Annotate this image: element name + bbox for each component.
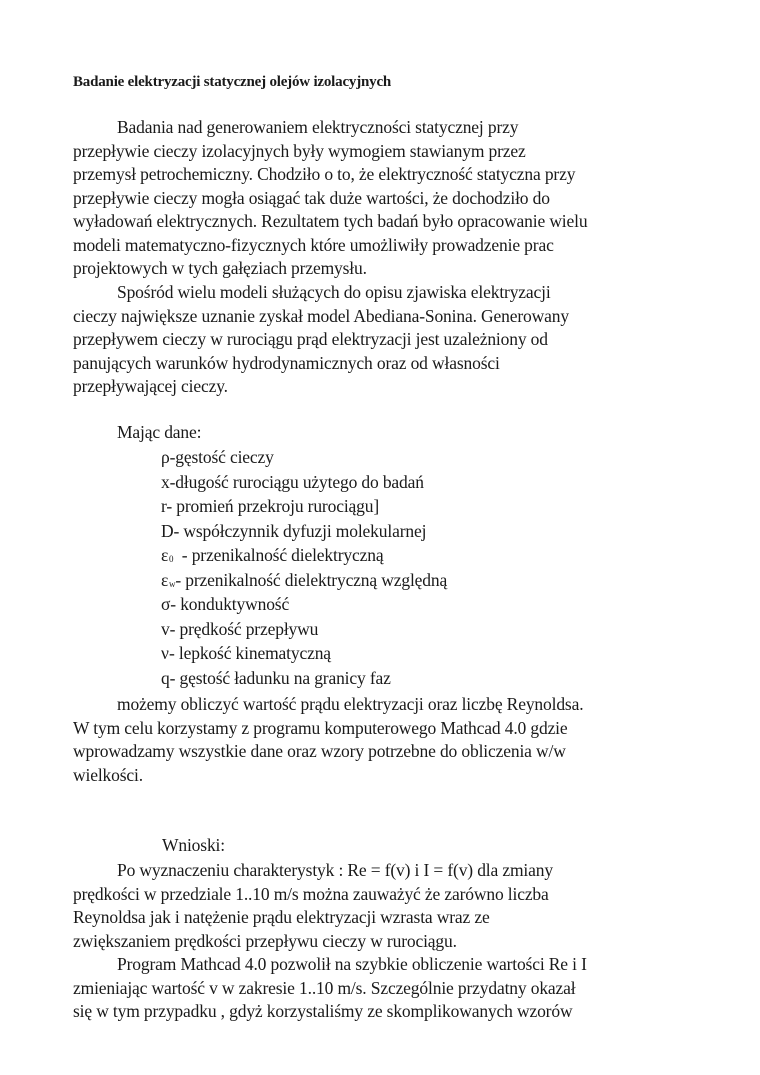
list-item [161, 666, 447, 691]
symbol-rho: ρ [161, 447, 170, 467]
text-line: cieczy największe uznanie zyskał model Abediana-Sonina. Generowany [73, 305, 569, 326]
list-item [161, 445, 447, 470]
text-line: W tym celu korzystamy z programu komputerowego Mathcad 4.0 gdzie [73, 717, 568, 738]
list-item [161, 519, 447, 544]
text-line: Spośród wielu modeli służących do opisu zjawiska elektryzacji [117, 282, 551, 302]
item-text: - przenikalność dielektryczną względną [175, 569, 448, 590]
text-line: Po wyznaczeniu charakterystyk : Re = f(v) i I = f(v) dla zmiany [117, 860, 553, 880]
paragraph-conclusions-1 [73, 859, 713, 953]
symbol-nu: ν [161, 643, 169, 663]
item-text: - lepkość kinematyczną [169, 643, 331, 663]
text-line: Badania nad generowaniem elektryczności statycznej przy [117, 117, 519, 137]
item-text: q- gęstość ładunku na granicy faz [161, 667, 391, 688]
item-text: x-długość rurociągu użytego do badań [161, 471, 424, 492]
given-list [161, 445, 447, 690]
list-item [161, 617, 447, 642]
text-line: prędkości w przedziale 1..10 m/s można zauważyć że zarówno liczba [73, 883, 549, 904]
list-item [161, 641, 447, 666]
symbol-subscript: 0 [169, 554, 174, 564]
list-item [161, 592, 447, 617]
text-line: wyładowań elektrycznych. Rezultatem tych badań było opracowanie wielu [73, 211, 588, 231]
item-text: v- prędkość przepływu [161, 618, 319, 639]
symbol-epsilon: ε [161, 569, 169, 590]
item-text: - przenikalność dielektryczną [173, 545, 384, 565]
text-line: projektowych w tych gałęziach przemysłu. [73, 258, 367, 278]
text-line: zmieniając wartość v w zakresie 1..10 m/s. Szczególnie przydatny okazał [73, 977, 576, 998]
text-line: możemy obliczyć wartość prądu elektryzacji oraz liczbę Reynoldsa. [117, 694, 584, 714]
text-line: się w tym przypadku , gdyż korzystaliśmy ze skomplikowanych wzorów [73, 1001, 573, 1021]
list-item [161, 543, 447, 568]
given-heading [73, 421, 713, 445]
symbol-epsilon: ε [161, 545, 169, 565]
list-item [161, 470, 447, 495]
symbol-subscript: w [169, 578, 176, 589]
paragraph-conclusions-2 [73, 953, 713, 1024]
symbol-sigma: σ [161, 594, 171, 614]
text-line: zwiększaniem prędkości przepływu cieczy w rurociągu. [73, 930, 457, 951]
given-label: Mając dane: [117, 422, 202, 442]
item-text: r- promień przekroju rurociągu] [161, 496, 380, 516]
conclusions-label: Wnioski: [162, 835, 225, 855]
text-line: przepływem cieczy w rurociągu prąd elektryzacji jest uzależniony od [73, 329, 548, 349]
list-item [161, 494, 447, 519]
text-line: Reynoldsa jak i natężenie prądu elektryzacji wzrasta wraz ze [73, 907, 490, 927]
paragraph-intro [73, 116, 713, 281]
text-line: przepływie cieczy mogła osiągać tak duże wartości, że dochodziło do [73, 187, 550, 208]
item-text: - konduktywność [170, 594, 290, 614]
item-text: -gęstość cieczy [169, 447, 274, 467]
text-line: wielkości. [73, 764, 143, 785]
conclusions-heading [73, 834, 713, 858]
paragraph-calc [73, 693, 713, 787]
item-text: D- współczynnik dyfuzji molekularnej [161, 520, 427, 541]
text-line: przemysł petrochemiczny. Chodziło o to, że elektryczność statyczna przy [73, 164, 576, 184]
document-title: Badanie elektryzacji statycznej olejów izolacyjnych [73, 74, 392, 90]
text-line: Program Mathcad 4.0 pozwolił na szybkie obliczenie wartości Re i I [117, 954, 587, 974]
text-line: wprowadzamy wszystkie dane oraz wzory potrzebne do obliczenia w/w [73, 741, 566, 761]
paragraph-model [73, 281, 713, 399]
text-line: przepływającej cieczy. [73, 376, 228, 396]
text-line: modeli matematyczno-fizycznych które umożliwiły prowadzenie prac [73, 234, 554, 255]
list-item [161, 568, 447, 593]
text-line: przepływie cieczy izolacyjnych były wymogiem stawianym przez [73, 140, 526, 161]
text-line: panujących warunków hydrodynamicznych oraz od własności [73, 352, 500, 373]
